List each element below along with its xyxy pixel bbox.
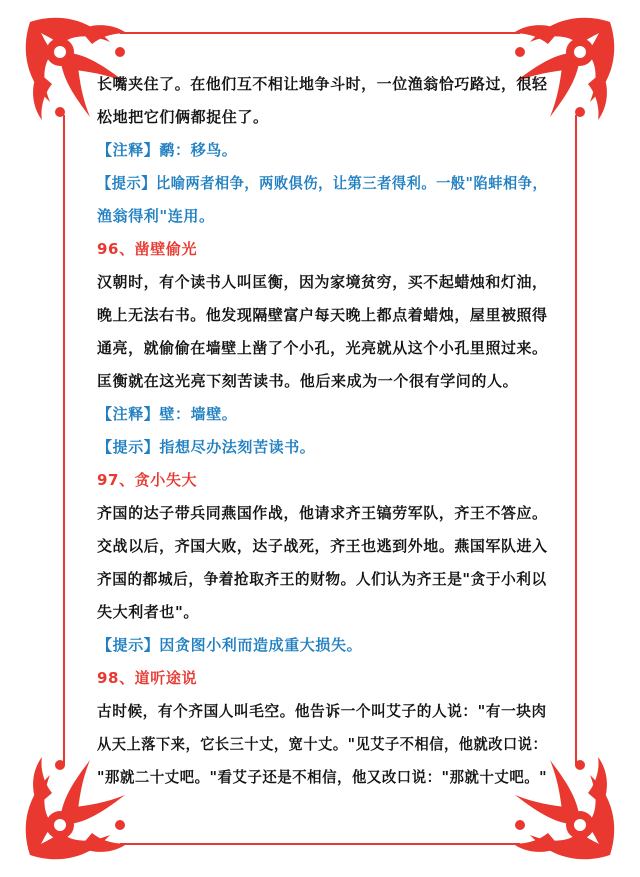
- hint-line: 【提示】指想尽办法刻苦读书。: [97, 438, 316, 456]
- body-line: 通亮，就偷偷在墙壁上凿了个小孔，光亮就从这个小孔里照过来。: [97, 339, 548, 357]
- section-heading: 96、凿壁偷光: [97, 240, 198, 258]
- body-line: 齐国的达子带兵同燕国作战，他请求齐王镐劳军队，齐王不答应。: [97, 504, 548, 522]
- hint-line: 渔翁得利"连用。: [97, 207, 215, 225]
- body-line: "那就二十丈吧。"看艾子还是不相信，他又改口说："那就十丈吧。": [97, 768, 548, 786]
- section-heading: 97、贪小失大: [97, 471, 198, 489]
- body-line: 长嘴夹住了。在他们互不相让地争斗时，一位渔翁恰巧路过，很轻: [97, 75, 548, 93]
- frame-left-line: [63, 115, 65, 765]
- body-line: 失大利者也"。: [97, 603, 200, 621]
- body-line: 古时候，有个齐国人叫毛空。他告诉一个叫艾子的人说："有一块肉: [97, 702, 547, 720]
- body-line: 齐国的都城后，争着抢取齐王的财物。人们认为齐王是"贪于小利以: [97, 570, 547, 588]
- hint-line: 【提示】因贪图小利而造成重大损失。: [97, 636, 363, 654]
- document-body: [97, 68, 547, 794]
- hint-line: 【提示】比喻两者相争，两败俱伤，让第三者得利。一般"陷蚌相争，: [97, 174, 548, 192]
- frame-bottom-line: [120, 843, 520, 845]
- annotation-line: 【注释】鹬：移鸟。: [97, 141, 238, 159]
- annotation-line: 【注释】壁：墙壁。: [97, 405, 238, 423]
- body-line: 晚上无法右书。他发现隔壁富户每天晚上都点着蜡烛，屋里被照得: [97, 306, 548, 324]
- body-line: 匡衡就在这光亮下刻苦读书。他后来成为一个很有学问的人。: [97, 372, 519, 390]
- body-line: 交战以后，齐国大败，达子战死，齐王也逃到外地。燕国军队进入: [97, 537, 548, 555]
- frame-top-line: [120, 32, 520, 34]
- body-line: 松地把它们俩都捉住了。: [97, 108, 269, 126]
- frame-right-line: [575, 115, 577, 765]
- section-heading: 98、道听途说: [97, 669, 198, 687]
- body-line: 从天上落下来，它长三十丈，宽十丈。"见艾子不相信，他就改口说：: [97, 735, 548, 753]
- body-line: 汉朝时，有个读书人叫匡衡，因为家境贫穷，买不起蜡烛和灯油，: [97, 273, 548, 291]
